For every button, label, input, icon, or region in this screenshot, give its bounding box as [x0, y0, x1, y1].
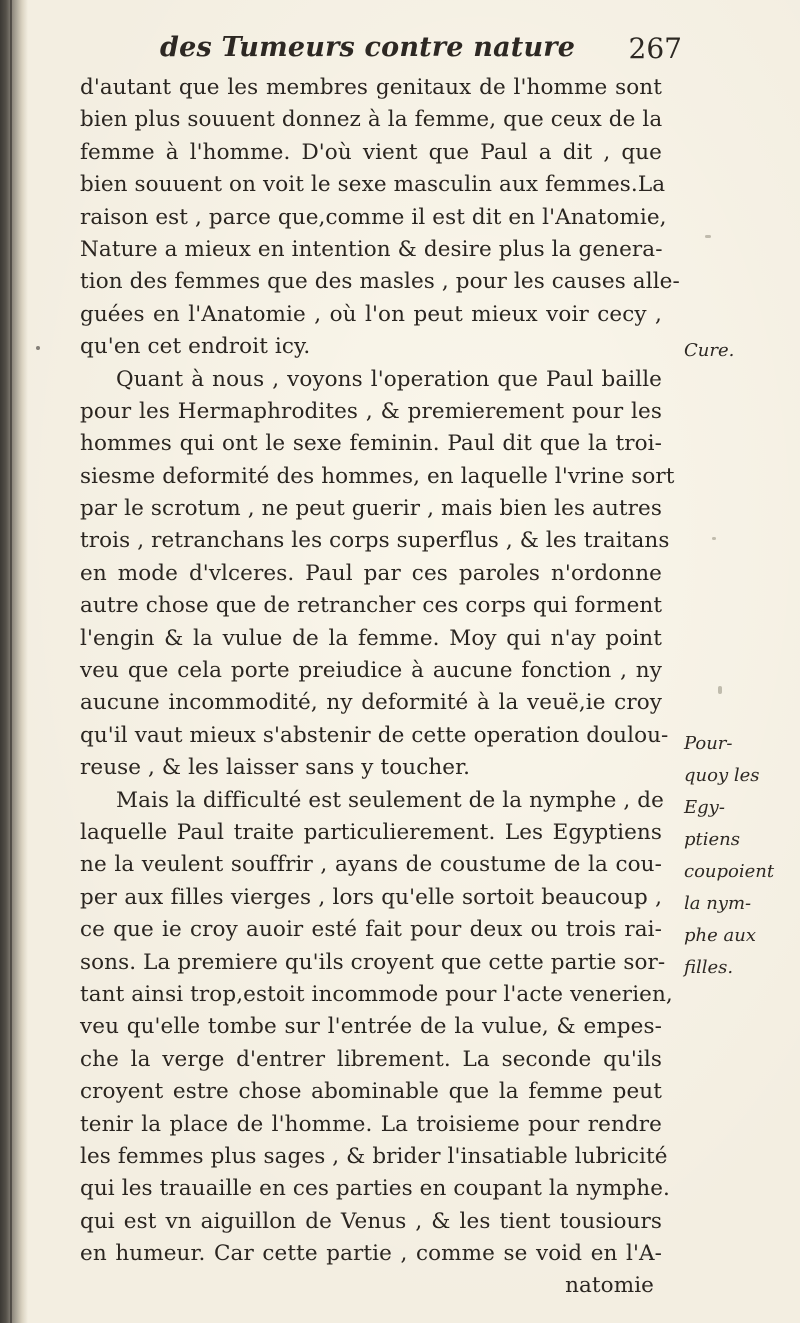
- text-line: par le scrotum , ne peut guerir , mais bien les autres: [80, 496, 662, 522]
- text-line: femme à l'homme. D'où vient que Paul a dit , que: [80, 139, 662, 165]
- margin-note-line: phe aux: [684, 925, 756, 946]
- text-line: en mode d'vlceres. Paul par ces paroles n'ordonne: [80, 560, 662, 586]
- text-line: Mais la difficulté est seulement de la nymphe , de: [116, 787, 664, 813]
- text-line: veu qu'elle tombe sur l'entrée de la vulue, & empes-: [80, 1014, 662, 1040]
- running-head: [160, 30, 690, 70]
- margin-note-line: coupoient: [684, 861, 775, 882]
- text-line: reuse , & les laisser sans y toucher.: [80, 755, 471, 781]
- text-line: trois , retranchans les corps superflus , & les traitans: [80, 528, 670, 554]
- text-line: ce que ie croy auoir esté fait pour deux ou trois rai-: [80, 917, 662, 943]
- paper-speck: [36, 346, 40, 350]
- paper-speck: [718, 686, 722, 694]
- text-line: per aux filles vierges , lors qu'elle sortoit beaucoup ,: [80, 884, 662, 910]
- text-line: aucune incommodité, ny deformité à la veuë,ie croy: [80, 690, 662, 716]
- text-line: tenir la place de l'homme. La troisieme pour rendre: [80, 1111, 662, 1137]
- text-line: tion des femmes que des masles , pour les causes alle-: [80, 269, 680, 295]
- text-line: che la verge d'entrer librement. La seconde qu'ils: [80, 1046, 662, 1072]
- margin-note-line: ptiens: [684, 829, 740, 850]
- text-line: qui les trauaille en ces parties en coupant la nymphe.: [80, 1176, 670, 1202]
- text-line: qu'en cet endroit icy.: [80, 334, 311, 360]
- binding-edge: [0, 0, 28, 1323]
- margin-note-line: la nym-: [684, 893, 752, 914]
- text-line: ne la veulent souffrir , ayans de coustume de la cou-: [80, 852, 662, 878]
- margin-note-line: Pour-: [684, 733, 733, 754]
- text-line: croyent estre chose abominable que la femme peut: [80, 1079, 662, 1105]
- text-line: laquelle Paul traite particulierement. Les Egyptiens: [80, 819, 662, 845]
- text-line: d'autant que les membres genitaux de l'homme sont: [80, 75, 662, 100]
- body-text: [80, 72, 680, 1303]
- text-line: en humeur. Car cette partie , comme se void en l'A-: [80, 1241, 662, 1267]
- text-line: autre chose que de retrancher ces corps qui forment: [80, 593, 663, 619]
- text-line: pour les Hermaphrodites , & premierement pour les: [80, 398, 662, 424]
- margin-note-line: Egy-: [684, 797, 725, 818]
- text-line: bien plus souuent donnez à la femme, que ceux de la: [80, 107, 663, 133]
- paper-speck: [712, 537, 716, 540]
- text-line: sons. La premiere qu'ils croyent que cette partie sor-: [80, 949, 666, 975]
- text-line: siesme deformité des hommes, en laquelle l'vrine sort: [80, 463, 675, 489]
- margin-note-line: quoy les: [684, 765, 760, 786]
- paper-speck: [705, 235, 711, 238]
- text-line: guées en l'Anatomie , où l'on peut mieux voir cecy ,: [80, 301, 662, 327]
- text-line: Nature a mieux en intention & desire plus la genera-: [80, 236, 663, 262]
- text-line: veu que cela porte preiudice à aucune fonction , ny: [80, 658, 662, 684]
- margin-notes: [684, 0, 796, 1323]
- text-line: qui est vn aiguillon de Venus , & les tient tousiours: [80, 1208, 662, 1234]
- text-line: bien souuent on voit le sexe masculin aux femmes.La: [80, 172, 666, 198]
- text-line: les femmes plus sages , & brider l'insatiable lubricité: [80, 1143, 668, 1169]
- catchword: natomie: [565, 1273, 654, 1299]
- running-title: des Tumeurs contre nature: [160, 32, 576, 63]
- text-line: tant ainsi trop,estoit incommode pour l'acte venerien,: [80, 981, 673, 1007]
- text-line: raison est , parce que,comme il est dit en l'Anatomie,: [80, 204, 667, 230]
- text-line: Quant à nous , voyons l'operation que Paul baille: [116, 366, 662, 392]
- margin-note-line: filles.: [684, 957, 734, 978]
- text-line: l'engin & la vulue de la femme. Moy qui n'ay point: [80, 625, 662, 651]
- text-line: hommes qui ont le sexe feminin. Paul dit que la troi-: [80, 431, 662, 457]
- margin-note-cure: Cure.: [684, 340, 735, 361]
- page-number: 267: [628, 32, 682, 65]
- text-line: qu'il vaut mieux s'abstenir de cette operation doulou-: [80, 722, 669, 748]
